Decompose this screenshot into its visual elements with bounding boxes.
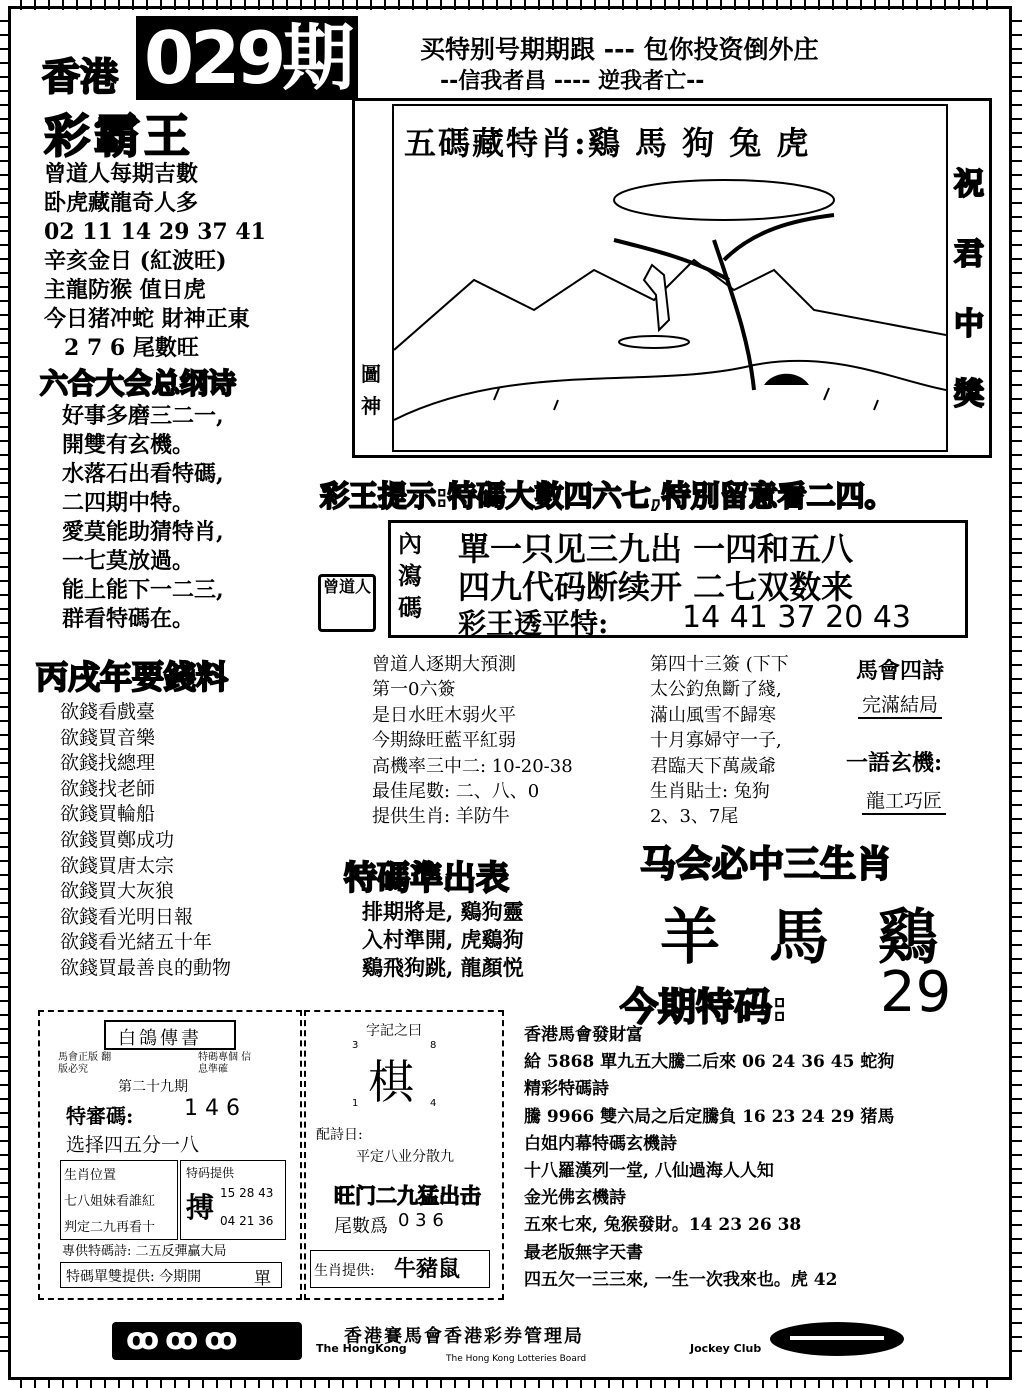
tree-foliage — [614, 180, 834, 220]
three-zodiac-title: 马会必中三生肖 — [640, 844, 893, 885]
poem-block — [62, 402, 224, 634]
pigeon-code-label: 特審碼: — [66, 1104, 134, 1128]
pigeon-tip-nums2: 04 21 36 — [220, 1214, 274, 1228]
picture-caption: 五碼藏特肖:鷄 馬 狗 兔 虎 — [404, 124, 811, 162]
sign-line: 十月寡婦守一子, — [650, 730, 782, 752]
inner-line1: 單一只见三九出 一四和五八 — [458, 530, 854, 568]
money-line: 欲錢找總理 — [60, 752, 156, 775]
footer-en3: The Hong Kong Lotteries Board — [446, 1354, 587, 1364]
stamp-text: 曾道人 — [322, 577, 371, 596]
special-table-title: 特碼準出表 — [344, 858, 509, 897]
three-zodiac-animals: 羊 馬 鷄 — [660, 903, 952, 973]
slogan-sub: --信我者昌 ---- 逆我者亡-- — [440, 69, 705, 94]
intro-line: 主龍防猴 值日虎 — [44, 277, 206, 303]
border-ticks-left — [0, 20, 10, 1360]
pigeon-tip-nums1: 15 28 43 — [220, 1186, 274, 1200]
sign-line: 2、3、7尾 — [650, 806, 739, 828]
pigeon-single-label: 特碼單雙提供: 今期開 — [66, 1269, 202, 1285]
word-poem-label: 配詩日: — [316, 1127, 363, 1143]
pigeon-code-value: 1 4 6 — [184, 1096, 240, 1121]
money-line: 欲錢買最善良的動物 — [60, 956, 232, 979]
hill-front — [394, 361, 946, 420]
sign-line: 君臨天下萬歲爺 — [650, 755, 776, 777]
rb-line: 四五欠一三三來, 一生一次我來也。虎 42 — [524, 1269, 838, 1290]
inner-line3-label: 彩王透平特: — [458, 607, 609, 640]
pigeon-left-note: 馬會正版 翻版必究 — [58, 1052, 112, 1075]
issue-number: 029期 — [136, 16, 358, 100]
pigeon-title: 白鴿傳書 — [118, 1028, 202, 1049]
horse-poem-value: 完滿結局 — [858, 690, 942, 719]
intro-line: 辛亥金日 (紅波旺) — [44, 248, 227, 274]
oneword-title: 一語玄機: — [846, 750, 943, 776]
pigeon-zodiac-label: 生肖位置 — [64, 1168, 117, 1183]
border-ticks-bottom — [20, 1378, 1000, 1388]
sign-line: 太公釣魚斷了綫, — [650, 679, 782, 701]
prediction-line: 曾道人逐期大預測 — [372, 654, 516, 675]
hint-text: 彩王提示:特碼大數四六七,特別留意看二四。 — [320, 479, 894, 513]
rb-line: 十八羅漢列一堂, 八仙過海人人知 — [524, 1161, 774, 1182]
pigeon-issue: 第二十九期 — [118, 1079, 188, 1095]
landscape-illustration — [394, 160, 946, 450]
sign-line: 第四十三簽 (下下 — [650, 654, 789, 675]
footer-right-logo-mark — [790, 1336, 884, 1340]
intro-line: 02 11 14 29 37 41 — [44, 219, 266, 245]
border-ticks-right — [1012, 20, 1022, 1360]
word-corner-br: 4 — [430, 1098, 437, 1109]
prediction-line: 高機率三中二: 10-20-38 — [372, 755, 573, 777]
special-line: 入村準開, 虎鷄狗 — [362, 927, 524, 952]
money-line: 欲錢買輪船 — [60, 803, 156, 826]
pigeon-zodiac-l2: 判定二九再看十 — [64, 1220, 156, 1235]
rb-line: 精彩特碼詩 — [524, 1079, 609, 1100]
poem-line: 好事多磨三二一, — [62, 403, 224, 429]
rb-line: 騰 9966 雙六局之后定騰負 16 23 24 29 猪馬 — [524, 1106, 895, 1127]
word-zodiac-label: 生肖提供: — [314, 1263, 375, 1279]
money-line: 欲錢看光緒五十年 — [60, 931, 213, 954]
special-table-block — [362, 898, 524, 982]
money-title: 丙戌年要錢料 — [36, 658, 229, 696]
side-left-label: 圖神 — [361, 362, 381, 418]
footer-cn: 香港賽馬會香港彩券管理局 — [344, 1326, 584, 1347]
poem-line: 群看特碼在。 — [62, 606, 195, 632]
poem-title: 六合大会总纲诗 — [40, 367, 237, 400]
word-tail-value: 0 3 6 — [398, 1210, 444, 1231]
tree-trunk — [614, 215, 834, 390]
sign-line: 滿山風雪不歸寒 — [650, 704, 776, 726]
word-zodiac-value: 牛豬鼠 — [394, 1256, 461, 1282]
pigeon-right-note: 特碼專個 信息準確 — [198, 1052, 252, 1075]
grass — [494, 388, 878, 410]
money-line: 欲錢買唐太宗 — [60, 854, 175, 877]
word-tail-label: 尾數爲 — [334, 1216, 388, 1237]
oneword-value: 龍工巧匠 — [862, 786, 946, 815]
word-corner-tr: 8 — [430, 1040, 437, 1051]
pigeon-poem: 專供特碼詩: 二五反彈贏大局 — [62, 1244, 227, 1259]
header-logo — [40, 16, 360, 163]
intro-line: 曾道人每期吉數 — [44, 161, 199, 187]
pigeon-choose: 选择四五分一八 — [66, 1134, 200, 1156]
pigeon-zodiac-l1: 七八姐妹看誰紅 — [64, 1194, 156, 1209]
prediction-line: 第一0六簽 — [372, 679, 456, 701]
rb-line: 最老版無字天書 — [524, 1242, 643, 1263]
footer-logo-glyphs: ꝏꝏꝏ — [126, 1322, 244, 1357]
pigeon-single-value: 單 — [254, 1269, 271, 1289]
word-title: 字記之曰 — [366, 1023, 422, 1039]
special-number: 29 — [880, 960, 952, 1025]
money-line: 欲錢買鄭成功 — [60, 828, 175, 851]
pigeon-tip-char: 搏 — [186, 1191, 215, 1224]
rb-line: 香港馬會發財富 — [524, 1025, 643, 1045]
special-number-label: 今期特码: — [620, 985, 788, 1029]
money-line: 欲錢找老師 — [60, 777, 156, 800]
right-bottom-block — [524, 1022, 894, 1294]
hk-label: 香港 — [42, 55, 119, 99]
horse-poem-title: 馬會四詩 — [856, 658, 945, 684]
money-line: 欲錢買大灰狼 — [60, 880, 175, 903]
money-line: 欲錢買音樂 — [60, 726, 156, 749]
money-line: 欲錢看戲臺 — [60, 701, 156, 723]
turtle — [764, 374, 809, 385]
special-line: 排期將是, 鷄狗靈 — [362, 899, 524, 924]
prediction-block — [372, 652, 573, 830]
footer-en1: The HongKong — [316, 1342, 407, 1355]
inner-label: 內瀉碼 — [398, 529, 422, 622]
money-line: 欲錢看光明日報 — [60, 905, 194, 928]
border-ticks-top — [20, 0, 1000, 10]
inner-line2: 四九代码断续开 二七双数来 — [458, 568, 854, 606]
rb-line: 白姐内幕特碼玄機詩 — [524, 1133, 677, 1154]
word-corner-bl: 1 — [352, 1098, 359, 1109]
prediction-line: 是日水旺木弱火平 — [372, 704, 516, 726]
poem-line: 能上能下一二三, — [62, 577, 224, 603]
inner-line3-nums: 14 41 37 20 43 — [682, 600, 912, 635]
poem-line: 一七莫放過。 — [62, 548, 195, 574]
tail-line: 2 7 6 尾數旺 — [64, 335, 199, 361]
word-corner-tl: 3 — [352, 1040, 359, 1051]
prediction-line: 提供生肖: 羊防牛 — [372, 806, 510, 828]
sign-block — [650, 652, 789, 830]
intro-block — [44, 160, 266, 363]
poem-line: 開雙有玄機。 — [62, 432, 195, 458]
rb-line: 五來七來, 兔猴發財。14 23 26 38 — [524, 1215, 802, 1236]
special-line: 鷄飛狗跳, 龍顏悦 — [362, 955, 524, 980]
poem-line: 二四期中特。 — [62, 490, 195, 516]
money-block — [60, 700, 231, 982]
sign-line: 生肖貼士: 兔狗 — [650, 781, 770, 803]
slogan-top: 买特别号期期跟 --- 包你投资倒外庄 — [420, 35, 819, 64]
platform — [619, 336, 689, 348]
pigeon-tip-label: 特码提供 — [186, 1166, 235, 1180]
poem-line: 愛莫能助猜特肖, — [62, 519, 224, 545]
brand-title: 彩霸王 — [44, 109, 194, 163]
intro-line: 卧虎藏龍奇人多 — [44, 190, 199, 216]
word-door: 旺门二九猛出击 — [334, 1184, 481, 1208]
prediction-line: 今期綠旺藍平紅弱 — [372, 730, 516, 752]
word-poem: 平定八业分散九 — [356, 1149, 454, 1165]
rb-line: 金光佛玄機詩 — [524, 1188, 626, 1209]
prediction-line: 最佳尾數: 二、八、0 — [372, 781, 540, 803]
poem-line: 水落石出看特碼, — [62, 461, 224, 487]
rb-line: 給 5868 單九五大騰二后來 06 24 36 45 蛇狗 — [524, 1052, 895, 1073]
footer-en2: Jockey Club — [690, 1342, 762, 1355]
intro-line: 今日猪冲蛇 財神正東 — [44, 306, 250, 332]
word-char: 棋 — [368, 1055, 414, 1109]
side-right-label: 祝君中獎 — [954, 167, 984, 412]
